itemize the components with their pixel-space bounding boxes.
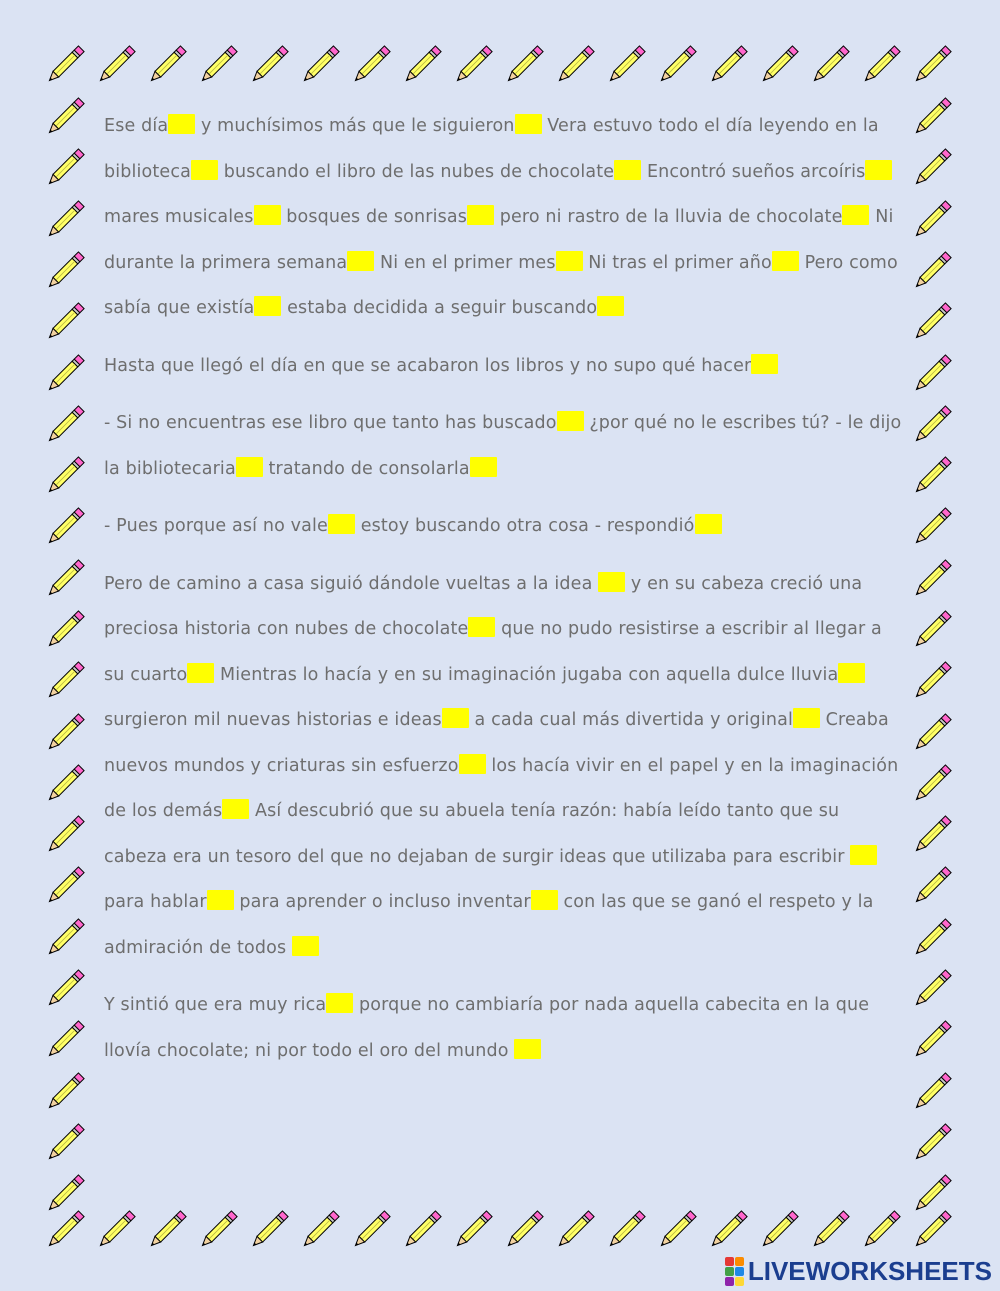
text-segment: estoy buscando otra cosa - respondió (354, 516, 695, 536)
logo-square (725, 1257, 734, 1266)
text-segment: Ese día (104, 116, 169, 136)
logo-badge-icon (725, 1257, 744, 1286)
answer-input-box[interactable] (751, 354, 778, 374)
pencil-icon (40, 400, 90, 450)
answer-input-box[interactable] (468, 617, 495, 637)
answer-input-box[interactable] (467, 205, 494, 225)
pencil-icon (907, 759, 957, 809)
pencil-icon (703, 1205, 753, 1255)
paragraph (104, 344, 904, 390)
answer-input-box[interactable] (326, 993, 353, 1013)
pencil-icon (244, 40, 294, 90)
pencil-icon (40, 297, 90, 347)
pencil-icon (907, 40, 957, 90)
answer-input-box[interactable] (347, 251, 374, 271)
pencil-icon (448, 1205, 498, 1255)
pencil-icon (40, 1067, 90, 1117)
pencil-icon (652, 1205, 702, 1255)
pencil-icon (40, 1118, 90, 1168)
logo-square (725, 1277, 734, 1286)
text-segment: y en su cabeza creció una preciosa historia con nubes de chocolate (104, 573, 863, 639)
answer-input-box[interactable] (614, 160, 641, 180)
pencil-icon (40, 502, 90, 552)
logo-square (735, 1277, 744, 1286)
text-segment: Pero como sabía que existía (104, 252, 898, 318)
pencil-icon (40, 708, 90, 758)
text-segment: porque no cambiaría por nada aquella cabecita en la que llovía chocolate; ni por todo el oro del mundo (104, 995, 870, 1061)
pencil-icon (907, 964, 957, 1014)
answer-input-box[interactable] (236, 457, 263, 477)
pencil-icon (907, 810, 957, 860)
answer-input-box[interactable] (865, 160, 892, 180)
answer-input-box[interactable] (222, 799, 249, 819)
liveworksheets-logo[interactable] (725, 1257, 992, 1285)
text-segment: bosques de sonrisas (280, 207, 468, 227)
logo-square (735, 1267, 744, 1276)
answer-input-box[interactable] (187, 663, 214, 683)
text-segment: los hacía vivir en el papel y en la imaginación de los demás (104, 755, 899, 821)
text-segment: Creaba nuevos mundos y criaturas sin esfuerzo (104, 710, 889, 776)
pencil-icon (907, 1169, 957, 1219)
answer-input-box[interactable] (695, 514, 722, 534)
pencil-icon (907, 349, 957, 399)
text-segment: Encontró sueños arcoíris (641, 161, 866, 182)
pencil-icon (40, 1015, 90, 1065)
text-segment: Ni durante la primera semana (104, 207, 894, 273)
text-segment: para aprender o incluso inventar (233, 892, 531, 912)
answer-input-box[interactable] (459, 754, 486, 774)
text-segment: mares musicales (104, 207, 254, 227)
pencil-icon (193, 40, 243, 90)
pencil-icon (499, 40, 549, 90)
pencil-icon (805, 1205, 855, 1255)
pencil-icon (907, 246, 957, 296)
answer-input-box[interactable] (168, 114, 195, 134)
answer-input-box[interactable] (514, 1039, 541, 1059)
pencil-icon (499, 1205, 549, 1255)
pencil-icon (601, 40, 651, 90)
paragraph (104, 983, 904, 1074)
text-segment: a cada cual más divertida y original (468, 710, 793, 730)
pencil-icon (346, 40, 396, 90)
text-segment: - Pues porque así no vale (104, 516, 328, 536)
answer-input-box[interactable] (515, 114, 542, 134)
text-segment: - Si no encuentras ese libro que tanto has buscado (104, 413, 557, 433)
pencil-icon (907, 451, 957, 501)
answer-input-box[interactable] (842, 205, 869, 225)
pencil-icon (91, 40, 141, 90)
text-segment: Hasta que llegó el día en que se acabaron los libros y no supo qué hacer (104, 355, 752, 376)
text-segment: Ni tras el primer año (582, 252, 772, 273)
pencil-icon (907, 195, 957, 245)
pencil-icon (40, 656, 90, 706)
pencil-icon (193, 1205, 243, 1255)
pencil-icon (397, 1205, 447, 1255)
pencil-icon (703, 40, 753, 90)
pencil-icon (40, 964, 90, 1014)
pencil-icon (907, 143, 957, 193)
answer-input-box[interactable] (254, 296, 281, 316)
pencil-icon (550, 1205, 600, 1255)
answer-input-box[interactable] (207, 890, 234, 910)
pencil-icon (907, 400, 957, 450)
text-segment: Pero de camino a casa siguió dándole vueltas a la idea (104, 573, 599, 594)
text-segment: Ni en el primer mes (374, 252, 556, 273)
answer-input-box[interactable] (191, 160, 218, 180)
pencil-icon (754, 40, 804, 90)
pencil-icon (40, 913, 90, 963)
answer-input-box[interactable] (557, 411, 584, 431)
answer-input-box[interactable] (470, 457, 497, 477)
pencil-icon (907, 708, 957, 758)
pencil-icon (40, 92, 90, 142)
pencil-icon (244, 1205, 294, 1255)
pencil-icon (856, 1205, 906, 1255)
pencil-icon (907, 1015, 957, 1065)
text-segment: con las que se ganó el respeto y la admiración de todos (104, 892, 874, 958)
pencil-icon (40, 349, 90, 399)
pencil-icon (754, 1205, 804, 1255)
text-segment: que no pudo resistirse a escribir al llegar a su cuarto (104, 619, 882, 685)
pencil-icon (40, 861, 90, 911)
pencil-icon (40, 40, 90, 90)
text-segment: ¿por qué no le escribes tú? - le dijo la bibliotecaria (104, 413, 902, 479)
paragraph (104, 401, 904, 492)
text-segment: tratando de consolarla (262, 458, 470, 479)
answer-input-box[interactable] (442, 708, 469, 728)
text-segment: Y sintió que era muy rica (104, 995, 327, 1015)
text-segment: y muchísimos más que le siguieron (195, 116, 515, 136)
pencil-icon (907, 1067, 957, 1117)
text-segment: Mientras lo hacía y en su imaginación jugaba con aquella dulce lluvia (214, 664, 839, 685)
logo-text: LIVEWORKSHEETS (747, 1255, 992, 1286)
pencil-icon (40, 246, 90, 296)
answer-input-box[interactable] (556, 251, 583, 271)
pencil-icon (856, 40, 906, 90)
paragraph (104, 504, 904, 550)
pencil-icon (142, 40, 192, 90)
answer-input-box[interactable] (531, 890, 558, 910)
logo-square (735, 1257, 744, 1266)
pencil-icon (550, 40, 600, 90)
pencil-icon (346, 1205, 396, 1255)
pencil-icon (907, 605, 957, 655)
answer-input-box[interactable] (850, 845, 877, 865)
pencil-icon (907, 861, 957, 911)
paragraph (104, 562, 904, 972)
text-segment: surgieron mil nuevas historias e ideas (104, 710, 442, 730)
worksheet-text (104, 104, 904, 1086)
pencil-icon (40, 554, 90, 604)
pencil-icon (907, 92, 957, 142)
pencil-icon (40, 810, 90, 860)
pencil-icon (397, 40, 447, 90)
pencil-icon (40, 195, 90, 245)
logo-square (725, 1267, 734, 1276)
pencil-icon (907, 913, 957, 963)
pencil-icon (40, 1169, 90, 1219)
answer-input-box[interactable] (292, 936, 319, 956)
pencil-icon (40, 759, 90, 809)
pencil-icon (601, 1205, 651, 1255)
text-segment: para hablar (104, 892, 207, 912)
answer-input-box[interactable] (598, 572, 625, 592)
pencil-icon (805, 40, 855, 90)
answer-input-box[interactable] (793, 708, 820, 728)
answer-input-box[interactable] (328, 514, 355, 534)
answer-input-box[interactable] (254, 205, 281, 225)
text-segment: estaba decidida a seguir buscando (281, 298, 598, 318)
pencil-icon (40, 143, 90, 193)
pencil-icon (448, 40, 498, 90)
text-segment: pero ni rastro de la lluvia de chocolate (494, 207, 843, 227)
answer-input-box[interactable] (597, 296, 624, 316)
text-segment: buscando el libro de las nubes de chocolate (217, 161, 615, 182)
text-segment: Vera estuvo todo el día leyendo en la biblioteca (104, 116, 879, 182)
paragraph (104, 104, 904, 332)
text-segment: Así descubrió que su abuela tenía razón: había leído tanto que su cabeza era un tesoro del que no dejaban de surgir ideas que utilizaba para escribir (104, 801, 851, 867)
pencil-icon (907, 656, 957, 706)
pencil-icon (295, 1205, 345, 1255)
pencil-icon (40, 605, 90, 655)
pencil-icon (40, 451, 90, 501)
pencil-icon (907, 502, 957, 552)
pencil-icon (907, 554, 957, 604)
answer-input-box[interactable] (838, 663, 865, 683)
answer-input-box[interactable] (772, 251, 799, 271)
pencil-icon (142, 1205, 192, 1255)
pencil-icon (652, 40, 702, 90)
pencil-icon (295, 40, 345, 90)
pencil-icon (907, 297, 957, 347)
pencil-icon (91, 1205, 141, 1255)
pencil-icon (907, 1118, 957, 1168)
